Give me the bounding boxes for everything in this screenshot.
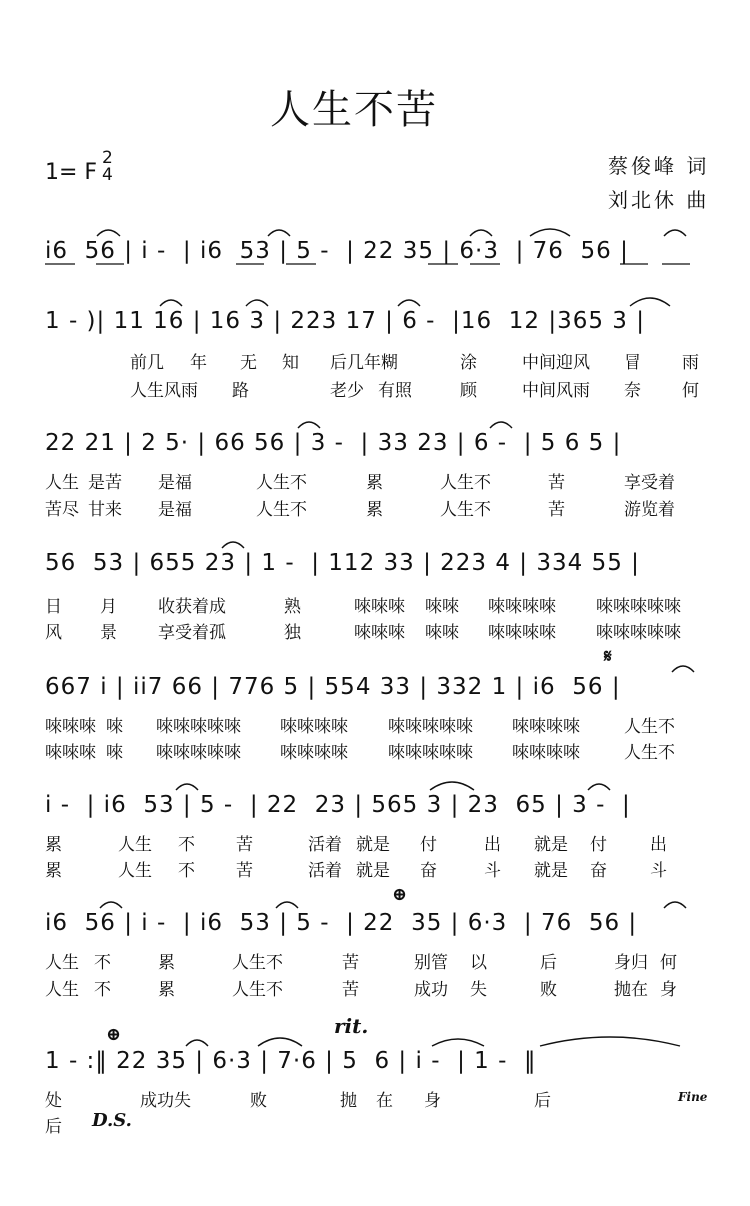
system-4-notes: 56 53 | 655 23 | 1 - | 112 33 | 223 4 | 334 55 |	[45, 550, 640, 576]
lyric: 以	[470, 953, 487, 973]
lyric: 人生不	[232, 953, 283, 973]
lyric: 唻唻唻唻唻	[596, 623, 681, 643]
slur-arc	[276, 902, 298, 908]
system-8-notes: 1 - :‖ 22 35 | 6·3 | 7·6 | 5 6 | i - | 1 - ‖	[45, 1048, 537, 1074]
lyric: 老少	[330, 381, 364, 401]
lyric: 是苦	[88, 473, 122, 493]
lyric: 熟	[284, 597, 301, 617]
lyric: 在	[376, 1091, 393, 1111]
lyric: 付	[420, 835, 437, 855]
slur-arc	[100, 902, 122, 908]
lyric: 累	[158, 953, 175, 973]
lyric: 享受着孤	[158, 623, 226, 643]
lyric: 唻唻唻唻	[512, 743, 580, 763]
lyric: 就是	[534, 861, 568, 881]
lyric: 风	[45, 623, 62, 643]
lyric: 奋	[420, 861, 437, 881]
slur-arc	[258, 1038, 302, 1046]
lyric: 苦	[548, 473, 565, 493]
lyric: 败	[250, 1091, 267, 1111]
lyric: 人生不	[232, 980, 283, 1000]
lyric: 中间风雨	[522, 381, 590, 401]
system-2-notes: 1 - )| 11 16 | 16 3 | 223 17 | 6 - |16 12 |365 3 |	[45, 308, 645, 334]
lyric: 人生	[45, 953, 79, 973]
lyric: 后	[534, 1091, 551, 1111]
composer-credit: 刘北休 曲	[608, 188, 710, 212]
lyric: 身归	[614, 953, 648, 973]
lyric: 累	[158, 980, 175, 1000]
system-6-notes: i - | i6 53 | 5 - | 22 23 | 565 3 | 23 65 | 3 - |	[45, 792, 631, 818]
lyric: 累	[45, 861, 62, 881]
time-signature-top: 2	[102, 148, 113, 168]
lyric: 人生不	[256, 473, 307, 493]
lyric: 年	[190, 353, 207, 373]
lyric: 就是	[534, 835, 568, 855]
lyric: 失	[470, 980, 487, 1000]
slur-arc	[246, 300, 268, 306]
lyric: 成功	[414, 980, 448, 1000]
lyric: 中间迎风	[522, 353, 590, 373]
lyric: 累	[45, 835, 62, 855]
lyric: 成功失	[140, 1091, 191, 1111]
lyric: 唻	[106, 717, 123, 737]
lyric: 无	[240, 353, 257, 373]
key-signature: 1= F	[45, 160, 98, 185]
lyric: 日	[45, 597, 62, 617]
lyric: 付	[590, 835, 607, 855]
lyric: 唻唻唻唻唻	[156, 717, 241, 737]
lyric: 就是	[356, 861, 390, 881]
lyric: 人生	[45, 473, 79, 493]
lyric: 苦	[236, 861, 253, 881]
slur-arc	[430, 782, 474, 790]
lyric: 唻唻唻唻	[280, 743, 348, 763]
time-signature-bottom: 4	[102, 165, 113, 185]
lyric: 人生不	[440, 500, 491, 520]
lyric: 人生	[45, 980, 79, 1000]
lyric: 有照	[378, 381, 412, 401]
lyric: 处	[45, 1091, 62, 1111]
lyric: 唻唻唻唻	[488, 623, 556, 643]
lyric: 抛	[340, 1091, 357, 1111]
slur-arc	[672, 666, 694, 672]
lyric: 苦尽	[45, 500, 79, 520]
slur-arc	[186, 1040, 208, 1046]
lyric: 月	[100, 597, 117, 617]
lyric: 唻唻唻	[45, 717, 96, 737]
lyric: 游览着	[624, 500, 675, 520]
lyric: 活着	[308, 835, 342, 855]
lyric: 唻唻唻唻唻	[596, 597, 681, 617]
lyric: 唻唻唻唻唻	[156, 743, 241, 763]
lyric: 不	[178, 861, 195, 881]
time-signature	[102, 150, 113, 184]
lyric: 苦	[342, 953, 359, 973]
system-7-notes: i6 56 | i - | i6 53 | 5 - | 22 35 | 6·3 | 76 56 |	[45, 910, 638, 936]
system-3-notes: 22 21 | 2 5· | 66 56 | 3 - | 33 23 | 6 - | 5 6 5 |	[45, 430, 622, 456]
lyric: 出	[650, 835, 667, 855]
lyric: 奈	[624, 381, 641, 401]
lyric: 后	[45, 1117, 62, 1137]
lyric: 唻唻唻唻	[512, 717, 580, 737]
lyric: 唻唻唻	[45, 743, 96, 763]
lyric: 知	[282, 353, 299, 373]
slur-arc	[490, 422, 512, 428]
lyric: 斗	[650, 861, 667, 881]
lyric: 享受着	[624, 473, 675, 493]
lyric: 唻唻唻唻唻	[388, 743, 473, 763]
slur-arc	[530, 229, 570, 236]
slur-arc	[97, 230, 120, 236]
lyric: 雨	[682, 353, 699, 373]
lyric: 唻唻唻唻	[280, 717, 348, 737]
lyric: 人生不	[256, 500, 307, 520]
lyric: 涂	[460, 353, 477, 373]
lyric: 苦	[548, 500, 565, 520]
slur-arc	[664, 902, 686, 908]
lyric: 唻唻	[425, 597, 459, 617]
lyric: 前几	[130, 353, 164, 373]
lyric: 冒	[624, 353, 641, 373]
lyric: 唻唻唻唻	[488, 597, 556, 617]
lyric: 人生	[118, 835, 152, 855]
slur-arc	[398, 300, 420, 306]
lyric: 活着	[308, 861, 342, 881]
lyric: 人生不	[624, 743, 675, 763]
system-1-notes: i6 56 | i - | i6 53 | 5 - | 22 35 | 6·3 | 76 56 |	[45, 238, 629, 264]
slur-arc	[664, 230, 686, 236]
slur-arc	[540, 1037, 680, 1046]
lyric: 后几年糊	[330, 353, 398, 373]
lyric: 奋	[590, 861, 607, 881]
lyric: 苦	[342, 980, 359, 1000]
lyric: 是福	[158, 473, 192, 493]
lyric: 斗	[484, 861, 501, 881]
lyric: 是福	[158, 500, 192, 520]
lyric: 唻唻唻	[354, 597, 405, 617]
lyric: 身	[424, 1091, 441, 1111]
lyric: 独	[284, 623, 301, 643]
slur-arc	[160, 300, 182, 306]
lyric: 景	[100, 623, 117, 643]
lyric: 出	[484, 835, 501, 855]
slur-arc	[470, 230, 492, 236]
slur-arc	[298, 422, 320, 428]
system-5-notes: 667 i | ii7 66 | 776 5 | 554 33 | 332 1 | i6 56 |	[45, 674, 621, 700]
lyric: 累	[366, 500, 383, 520]
coda-mark: ⊕	[392, 884, 408, 905]
lyric: 唻唻	[425, 623, 459, 643]
lyric: 唻唻唻	[354, 623, 405, 643]
lyric: 抛在	[614, 980, 648, 1000]
segno-mark: 𝄋	[604, 646, 612, 667]
page-title: 人生不苦	[270, 87, 438, 133]
lyric: 身	[660, 980, 677, 1000]
lyric: 人生不	[440, 473, 491, 493]
slur-arc	[432, 1039, 484, 1046]
lyric: 不	[94, 953, 111, 973]
lyric: 唻	[106, 743, 123, 763]
coda-mark: ⊕	[106, 1024, 122, 1045]
lyric: 路	[232, 381, 249, 401]
slur-arc	[222, 542, 244, 548]
rit-mark: rit.	[334, 1014, 369, 1038]
lyric: 何	[682, 381, 699, 401]
lyric: 就是	[356, 835, 390, 855]
slur-arc	[268, 230, 290, 236]
lyric: 不	[178, 835, 195, 855]
lyric: 顾	[460, 381, 477, 401]
lyric: 累	[366, 473, 383, 493]
lyric: 败	[540, 980, 557, 1000]
lyric: 人生风雨	[130, 381, 198, 401]
ds-mark: D.S.	[92, 1110, 132, 1131]
slur-arc	[176, 784, 198, 790]
lyric: 苦	[236, 835, 253, 855]
slur-arc	[588, 784, 610, 790]
slur-arc	[630, 298, 670, 306]
lyric: 甘来	[88, 500, 122, 520]
lyric: 人生	[118, 861, 152, 881]
lyric: 人生不	[624, 717, 675, 737]
lyric: 后	[540, 953, 557, 973]
lyric: 何	[660, 953, 677, 973]
lyric: 不	[94, 980, 111, 1000]
lyric: 别管	[414, 953, 448, 973]
fine-mark: Fine	[678, 1090, 708, 1104]
lyric: 唻唻唻唻唻	[388, 717, 473, 737]
lyric: 收获着成	[158, 597, 226, 617]
lyricist-credit: 蔡俊峰 词	[608, 154, 710, 178]
